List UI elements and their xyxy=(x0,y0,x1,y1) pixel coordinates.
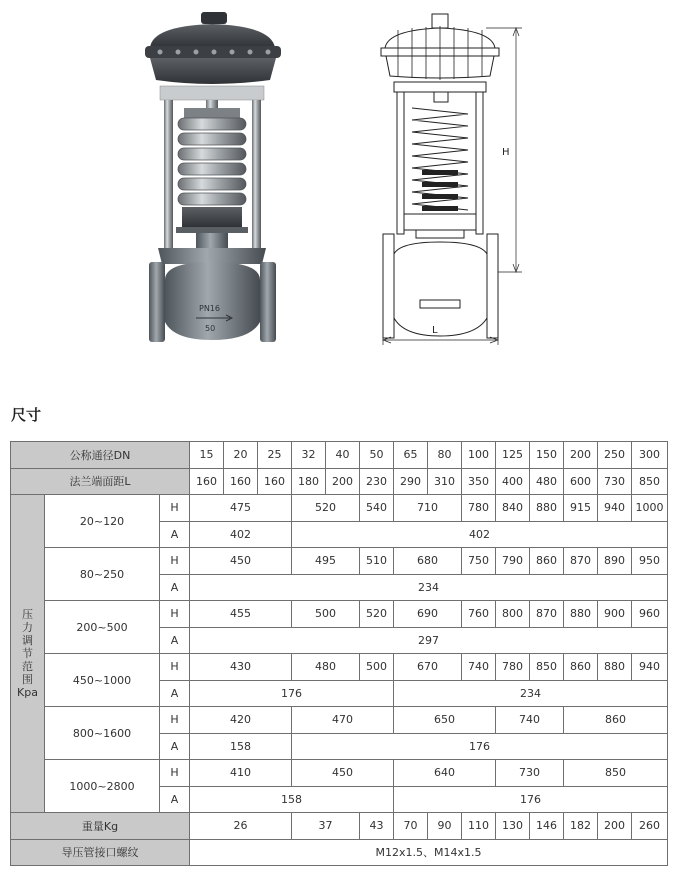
a-value: 297 xyxy=(190,627,668,654)
dn-value: 100 xyxy=(462,442,496,469)
range-label: 1000~2800 xyxy=(45,760,160,813)
a-value: 176 xyxy=(292,733,668,760)
h-value: 880 xyxy=(598,654,632,681)
h-value: 450 xyxy=(292,760,394,787)
h-value: 940 xyxy=(598,495,632,522)
a-label: A xyxy=(160,680,190,707)
weight-value: 70 xyxy=(394,813,428,840)
pressure-label-char: 调 xyxy=(22,634,33,647)
a-value: 176 xyxy=(190,680,394,707)
h-label: H xyxy=(160,707,190,734)
a-value: 158 xyxy=(190,786,394,813)
a-label: A xyxy=(160,574,190,601)
valve-photo xyxy=(145,12,281,342)
range-label: 20~120 xyxy=(45,495,160,548)
dimension-table xyxy=(10,441,668,866)
h-value: 430 xyxy=(190,654,292,681)
dn-value: 125 xyxy=(496,442,530,469)
h-value: 540 xyxy=(360,495,394,522)
h-value: 650 xyxy=(394,707,496,734)
h-value: 500 xyxy=(360,654,394,681)
weight-value: 182 xyxy=(564,813,598,840)
h-value: 780 xyxy=(462,495,496,522)
dimension-l-label: L xyxy=(432,325,438,336)
h-value: 915 xyxy=(564,495,598,522)
table-row xyxy=(11,760,668,787)
h-value: 1000 xyxy=(632,495,668,522)
pressure-label-char: 围 xyxy=(22,673,33,686)
l-value: 480 xyxy=(530,468,564,495)
l-value: 180 xyxy=(292,468,326,495)
pressure-label-char: 范 xyxy=(22,660,33,673)
h-label: H xyxy=(160,601,190,628)
a-label: A xyxy=(160,521,190,548)
dn-value: 150 xyxy=(530,442,564,469)
h-value: 850 xyxy=(564,760,668,787)
a-value: 234 xyxy=(190,574,668,601)
l-value: 290 xyxy=(394,468,428,495)
h-value: 520 xyxy=(292,495,360,522)
dn-value: 40 xyxy=(326,442,360,469)
dn-value: 65 xyxy=(394,442,428,469)
h-value: 680 xyxy=(394,548,462,575)
h-value: 950 xyxy=(632,548,668,575)
dimension-h-label: H xyxy=(502,147,510,158)
a-value: 402 xyxy=(190,521,292,548)
dn-value: 20 xyxy=(224,442,258,469)
dn-value: 25 xyxy=(258,442,292,469)
l-value: 350 xyxy=(462,468,496,495)
dn-value: 15 xyxy=(190,442,224,469)
h-label: H xyxy=(160,548,190,575)
weight-value: 110 xyxy=(462,813,496,840)
h-value: 740 xyxy=(462,654,496,681)
section-title: 尺寸 xyxy=(11,406,42,424)
a-label: A xyxy=(160,733,190,760)
a-label: A xyxy=(160,786,190,813)
h-value: 420 xyxy=(190,707,292,734)
a-value: 234 xyxy=(394,680,668,707)
weight-value: 37 xyxy=(292,813,360,840)
h-value: 960 xyxy=(632,601,668,628)
h-value: 870 xyxy=(564,548,598,575)
valve-marking-pn: PN16 xyxy=(199,304,220,313)
l-value: 310 xyxy=(428,468,462,495)
range-label: 450~1000 xyxy=(45,654,160,707)
weight-value: 43 xyxy=(360,813,394,840)
h-value: 860 xyxy=(564,707,668,734)
h-value: 740 xyxy=(496,707,564,734)
h-value: 860 xyxy=(564,654,598,681)
h-value: 780 xyxy=(496,654,530,681)
h-value: 470 xyxy=(292,707,394,734)
table-row xyxy=(11,468,668,495)
h-value: 850 xyxy=(530,654,564,681)
valve-figure xyxy=(0,0,673,370)
weight-value: 130 xyxy=(496,813,530,840)
weight-value: 200 xyxy=(598,813,632,840)
table-row xyxy=(11,654,668,681)
dn-value: 250 xyxy=(598,442,632,469)
h-value: 840 xyxy=(496,495,530,522)
table-row xyxy=(11,495,668,522)
thread-value: M12x1.5、M14x1.5 xyxy=(190,839,668,866)
range-label: 80~250 xyxy=(45,548,160,601)
dn-value: 200 xyxy=(564,442,598,469)
l-value: 730 xyxy=(598,468,632,495)
a-value: 176 xyxy=(394,786,668,813)
h-value: 790 xyxy=(496,548,530,575)
range-label: 800~1600 xyxy=(45,707,160,760)
h-value: 710 xyxy=(394,495,462,522)
l-value: 160 xyxy=(190,468,224,495)
pressure-label-char: 力 xyxy=(22,621,33,634)
dn-value: 32 xyxy=(292,442,326,469)
h-value: 640 xyxy=(394,760,496,787)
l-value: 400 xyxy=(496,468,530,495)
weight-header: 重量Kg xyxy=(11,813,190,840)
weight-value: 260 xyxy=(632,813,668,840)
l-value: 160 xyxy=(224,468,258,495)
h-value: 690 xyxy=(394,601,462,628)
h-label: H xyxy=(160,654,190,681)
table-row xyxy=(11,601,668,628)
table-row xyxy=(11,707,668,734)
l-value: 850 xyxy=(632,468,668,495)
h-value: 510 xyxy=(360,548,394,575)
h-value: 670 xyxy=(394,654,462,681)
pressure-label-char: 节 xyxy=(22,647,33,660)
range-label: 200~500 xyxy=(45,601,160,654)
valve-drawing xyxy=(381,14,522,345)
l-header: 法兰端面距L xyxy=(11,468,190,495)
h-label: H xyxy=(160,495,190,522)
h-value: 495 xyxy=(292,548,360,575)
pressure-range-header xyxy=(11,495,45,813)
l-value: 160 xyxy=(258,468,292,495)
h-value: 870 xyxy=(530,601,564,628)
l-value: 600 xyxy=(564,468,598,495)
h-label: H xyxy=(160,760,190,787)
h-value: 475 xyxy=(190,495,292,522)
weight-value: 90 xyxy=(428,813,462,840)
dn-value: 50 xyxy=(360,442,394,469)
h-value: 500 xyxy=(292,601,360,628)
table-row xyxy=(11,442,668,469)
pressure-label-char: Kpa xyxy=(17,686,38,699)
h-value: 455 xyxy=(190,601,292,628)
h-value: 480 xyxy=(292,654,360,681)
h-value: 860 xyxy=(530,548,564,575)
weight-value: 146 xyxy=(530,813,564,840)
l-value: 200 xyxy=(326,468,360,495)
l-value: 230 xyxy=(360,468,394,495)
dn-value: 300 xyxy=(632,442,668,469)
valve-marking-dn: 50 xyxy=(205,324,216,333)
h-value: 450 xyxy=(190,548,292,575)
dn-value: 80 xyxy=(428,442,462,469)
dn-header: 公称通径DN xyxy=(11,442,190,469)
a-label: A xyxy=(160,627,190,654)
pressure-label-char: 压 xyxy=(22,608,33,621)
thread-header: 导压管接口螺纹 xyxy=(11,839,190,866)
a-value: 402 xyxy=(292,521,668,548)
h-value: 750 xyxy=(462,548,496,575)
table-row xyxy=(11,548,668,575)
h-value: 900 xyxy=(598,601,632,628)
a-value: 158 xyxy=(190,733,292,760)
h-value: 890 xyxy=(598,548,632,575)
h-value: 730 xyxy=(496,760,564,787)
h-value: 940 xyxy=(632,654,668,681)
h-value: 880 xyxy=(564,601,598,628)
weight-value: 26 xyxy=(190,813,292,840)
h-value: 760 xyxy=(462,601,496,628)
h-value: 410 xyxy=(190,760,292,787)
h-value: 880 xyxy=(530,495,564,522)
h-value: 800 xyxy=(496,601,530,628)
h-value: 520 xyxy=(360,601,394,628)
table-row xyxy=(11,839,668,866)
table-row xyxy=(11,813,668,840)
